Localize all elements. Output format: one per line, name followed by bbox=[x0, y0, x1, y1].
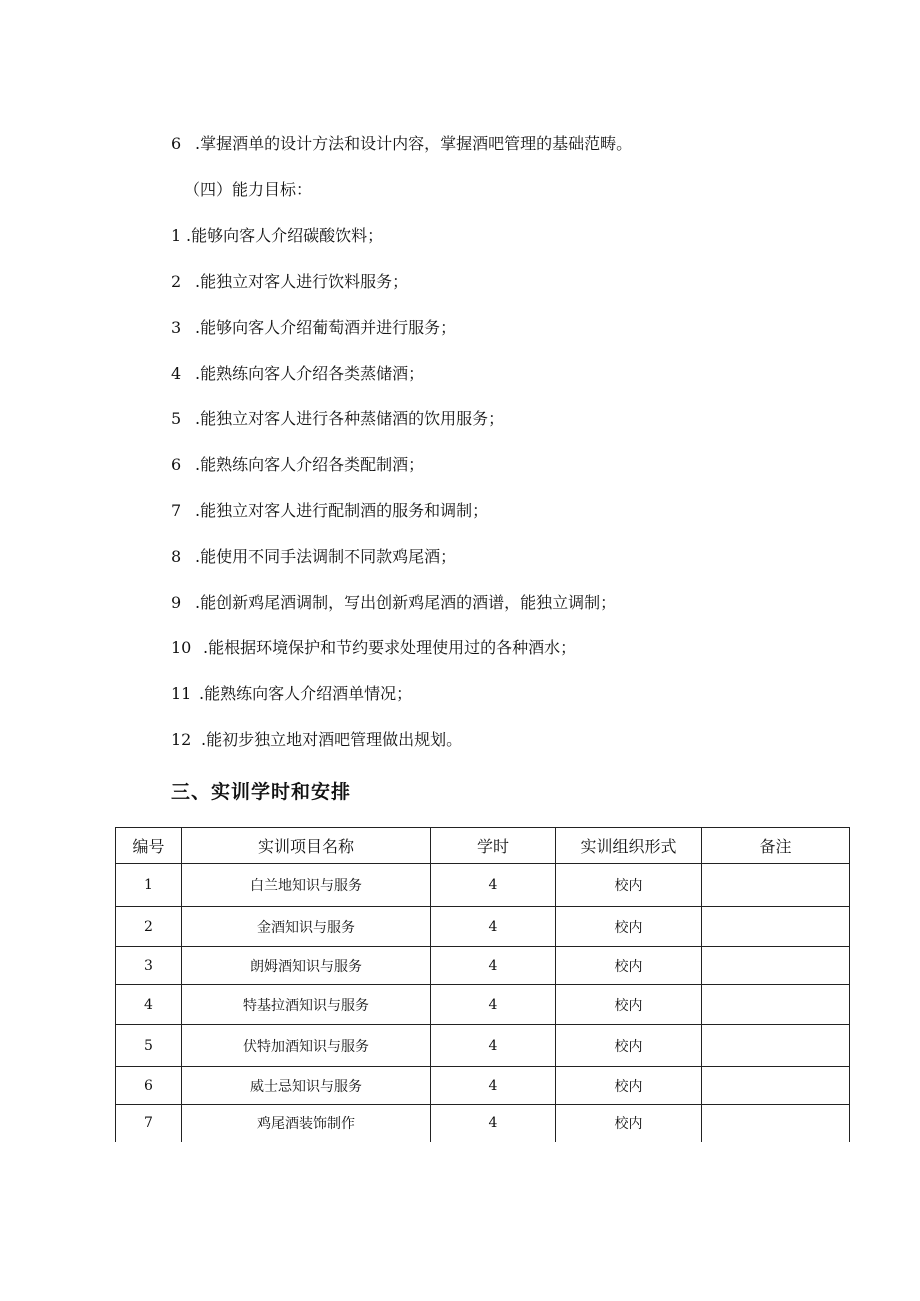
cell-project-name: 特基拉酒知识与服务 bbox=[182, 985, 431, 1025]
cell-number: 7 bbox=[116, 1105, 182, 1142]
cell-hours: 4 bbox=[431, 907, 556, 947]
line-number: 7 bbox=[171, 501, 182, 520]
section-heading: 三、实训学时和安排 bbox=[171, 781, 352, 803]
cell-organization-form: 校内 bbox=[556, 1105, 702, 1142]
cell-hours: 4 bbox=[431, 947, 556, 985]
ability-item bbox=[171, 272, 408, 292]
line-text: .能独立对客人进行饮料服务； bbox=[195, 272, 409, 291]
cell-project-name: 金酒知识与服务 bbox=[182, 907, 431, 947]
cell-remarks bbox=[702, 947, 850, 985]
line-number: 5 bbox=[171, 409, 182, 428]
line-number: 8 bbox=[171, 547, 182, 566]
ability-item bbox=[171, 593, 616, 613]
line-text: .能熟练向客人介绍酒单情况； bbox=[199, 684, 413, 703]
training-schedule-table bbox=[115, 827, 850, 1142]
line-text: .能够向客人介绍碳酸饮料； bbox=[186, 226, 384, 245]
line-text: .能熟练向客人介绍各类配制酒； bbox=[195, 455, 425, 474]
table-row bbox=[116, 985, 850, 1025]
cell-number: 3 bbox=[116, 947, 182, 985]
line-number: 9 bbox=[171, 593, 182, 612]
cell-number: 4 bbox=[116, 985, 182, 1025]
line-text: .能熟练向客人介绍各类蒸储酒； bbox=[195, 364, 425, 383]
table-row bbox=[116, 864, 850, 907]
subsection-heading bbox=[184, 180, 312, 200]
cell-project-name: 伏特加酒知识与服务 bbox=[182, 1025, 431, 1067]
cell-hours: 4 bbox=[431, 1105, 556, 1142]
line-number: 10 bbox=[171, 638, 192, 657]
header-number: 编号 bbox=[116, 828, 182, 864]
cell-hours: 4 bbox=[431, 864, 556, 907]
table-row bbox=[116, 1067, 850, 1105]
table-header-row bbox=[116, 828, 850, 864]
line-number: 1 bbox=[171, 226, 182, 245]
cell-remarks bbox=[702, 985, 850, 1025]
line-number: 4 bbox=[171, 364, 182, 383]
table-row bbox=[116, 947, 850, 985]
cell-remarks bbox=[702, 1025, 850, 1067]
ability-item bbox=[171, 226, 383, 246]
cell-organization-form: 校内 bbox=[556, 1025, 702, 1067]
cell-hours: 4 bbox=[431, 1025, 556, 1067]
line-number: 12 bbox=[171, 730, 192, 749]
line-text: .能独立对客人进行各种蒸储酒的饮用服务； bbox=[195, 409, 505, 428]
cell-organization-form: 校内 bbox=[556, 907, 702, 947]
line-text: .能够向客人介绍葡萄酒并进行服务； bbox=[195, 318, 457, 337]
cell-hours: 4 bbox=[431, 1067, 556, 1105]
line-number: 6 bbox=[171, 455, 182, 474]
line-number: 6 bbox=[171, 134, 182, 153]
cell-remarks bbox=[702, 864, 850, 907]
cell-remarks bbox=[702, 907, 850, 947]
ability-item bbox=[171, 684, 412, 704]
objective-line bbox=[171, 134, 632, 154]
cell-organization-form: 校内 bbox=[556, 864, 702, 907]
subsection-title: （四）能力目标： bbox=[184, 180, 313, 199]
cell-project-name: 白兰地知识与服务 bbox=[182, 864, 431, 907]
cell-remarks bbox=[702, 1105, 850, 1142]
table-row bbox=[116, 1025, 850, 1067]
cell-number: 5 bbox=[116, 1025, 182, 1067]
cell-organization-form: 校内 bbox=[556, 947, 702, 985]
cell-number: 1 bbox=[116, 864, 182, 907]
cell-number: 6 bbox=[116, 1067, 182, 1105]
cell-project-name: 朗姆酒知识与服务 bbox=[182, 947, 431, 985]
line-text: .能使用不同手法调制不同款鸡尾酒； bbox=[195, 547, 457, 566]
line-number: 11 bbox=[171, 684, 192, 703]
header-remarks: 备注 bbox=[702, 828, 850, 864]
ability-item bbox=[171, 638, 576, 658]
line-text: .掌握酒单的设计方法和设计内容，掌握酒吧管理的基础范畴。 bbox=[195, 134, 633, 153]
header-project-name: 实训项目名称 bbox=[182, 828, 431, 864]
line-text: .能创新鸡尾酒调制，写出创新鸡尾酒的酒谱，能独立调制； bbox=[195, 593, 617, 612]
ability-item bbox=[171, 318, 456, 338]
header-organization-form: 实训组织形式 bbox=[556, 828, 702, 864]
ability-item bbox=[171, 364, 424, 384]
line-text: .能根据环境保护和节约要求处理使用过的各种酒水； bbox=[203, 638, 577, 657]
ability-item bbox=[171, 409, 504, 429]
ability-item bbox=[171, 455, 424, 475]
table-row bbox=[116, 907, 850, 947]
cell-organization-form: 校内 bbox=[556, 985, 702, 1025]
cell-project-name: 威士忌知识与服务 bbox=[182, 1067, 431, 1105]
cell-project-name: 鸡尾酒装饰制作 bbox=[182, 1105, 431, 1142]
line-text: .能初步独立地对酒吧管理做出规划。 bbox=[201, 730, 463, 749]
ability-item bbox=[171, 501, 488, 521]
header-hours: 学时 bbox=[431, 828, 556, 864]
cell-organization-form: 校内 bbox=[556, 1067, 702, 1105]
ability-item bbox=[171, 547, 456, 567]
line-text: .能独立对客人进行配制酒的服务和调制； bbox=[195, 501, 489, 520]
cell-hours: 4 bbox=[431, 985, 556, 1025]
cell-number: 2 bbox=[116, 907, 182, 947]
line-number: 3 bbox=[171, 318, 182, 337]
line-number: 2 bbox=[171, 272, 182, 291]
ability-item bbox=[171, 730, 462, 750]
table-row bbox=[116, 1105, 850, 1142]
cell-remarks bbox=[702, 1067, 850, 1105]
